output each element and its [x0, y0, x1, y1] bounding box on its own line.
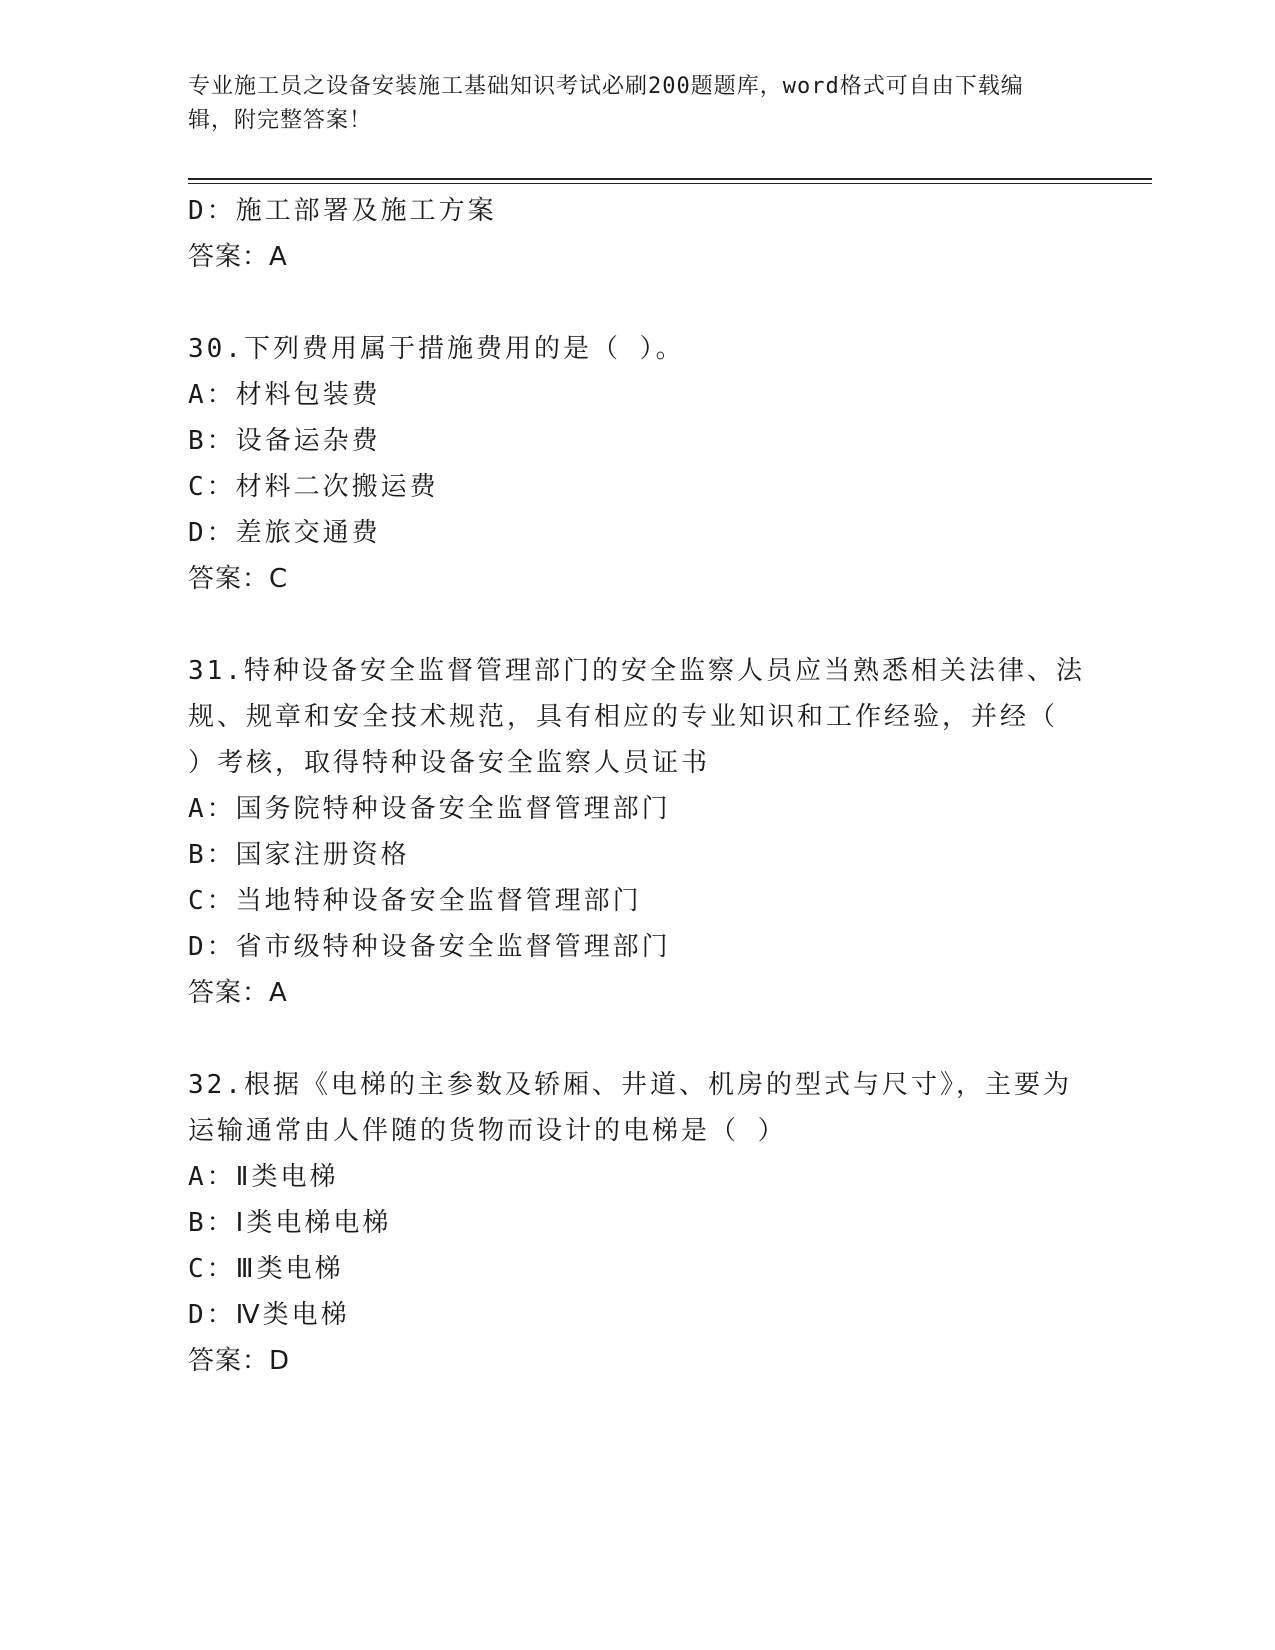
option-d: D：施工部署及施工方案: [188, 196, 497, 226]
option-b: B：Ⅰ类电梯电梯: [188, 1208, 392, 1238]
answer-label: 答案：A: [188, 242, 288, 272]
question-stem: 31.特种设备安全监督管理部门的安全监察人员应当熟悉相关法律、法规、规章和安全技术规范，具有相应的专业知识和工作经验，并经（ ）考核，取得特种设备安全监察人员证书: [188, 656, 1085, 778]
question-30: [188, 326, 1088, 602]
question-stem: 32.根据《电梯的主参数及轿厢、井道、机房的型式与尺寸》，主要为运输通常由人伴随的货物而设计的电梯是（ ）: [188, 1070, 1072, 1146]
question-32: [188, 1062, 1088, 1384]
option-a: A：Ⅱ类电梯: [188, 1162, 339, 1192]
previous-question-tail: [188, 188, 1088, 280]
question-31: [188, 648, 1088, 1016]
option-d: D：Ⅳ类电梯: [188, 1300, 350, 1330]
page-header: 专业施工员之设备安装施工基础知识考试必刷200题题库，word格式可自由下载编辑，附完整答案！: [188, 74, 1024, 133]
option-b: B：国家注册资格: [188, 840, 410, 870]
answer-label: 答案：C: [188, 564, 289, 594]
option-c: C：Ⅲ类电梯: [188, 1254, 344, 1284]
option-a: A：国务院特种设备安全监督管理部门: [188, 794, 671, 824]
option-c: C：当地特种设备安全监督管理部门: [188, 886, 642, 916]
option-d: D：省市级特种设备安全监督管理部门: [188, 932, 671, 962]
option-b: B：设备运杂费: [188, 426, 381, 456]
header-divider: [188, 178, 1152, 180]
answer-label: 答案：A: [188, 978, 288, 1008]
option-c: C：材料二次搬运费: [188, 472, 439, 502]
question-stem: 30.下列费用属于措施费用的是（ ）。: [188, 334, 685, 364]
question-content: [188, 188, 1088, 1384]
answer-label: 答案：D: [188, 1346, 291, 1376]
option-d: D：差旅交通费: [188, 518, 381, 548]
header-divider-thin: [188, 183, 1152, 184]
option-a: A：材料包装费: [188, 380, 381, 410]
